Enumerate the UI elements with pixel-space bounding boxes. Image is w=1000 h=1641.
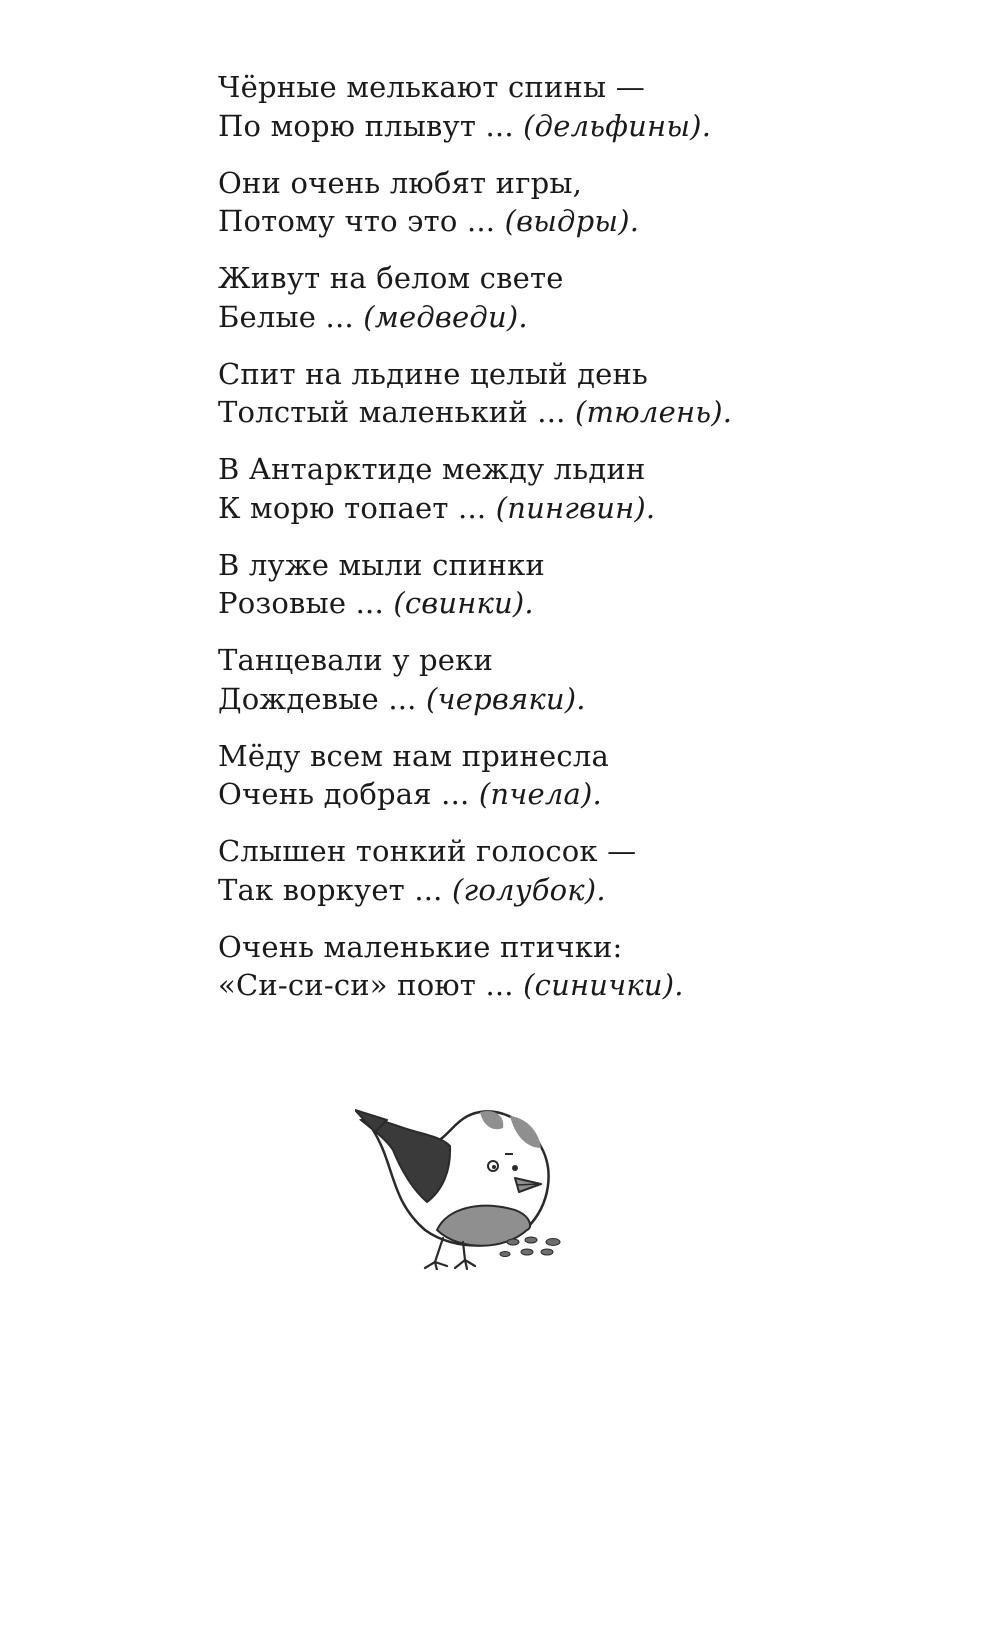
riddle-answer: (голубок). [452,872,606,907]
riddle-line: Спит на льдине целый день [218,356,649,391]
riddle-line [218,584,938,623]
riddle-item [218,450,938,527]
riddle-line [218,966,938,1005]
riddle-line: Мёду всем нам принесла [218,738,609,773]
riddle-line-prefix: Так воркует ... [218,872,453,907]
riddle-line: Очень маленькие птички: [218,929,623,964]
riddle-line: В Антарктиде между льдин [218,452,646,486]
riddle-item [218,546,938,623]
riddle-line [218,202,938,241]
riddle-item [218,737,938,814]
riddle-answer: (свинки). [393,586,534,620]
riddle-item [218,259,938,336]
riddle-item [218,355,938,432]
riddle-item [218,641,938,718]
bird-pecking-seeds-icon [355,1090,590,1270]
riddle-item [218,928,938,1005]
riddle-line-prefix: К морю топает ... [218,490,496,525]
riddle-answer: (пчела). [478,777,602,811]
riddle-line: Они очень любят игры, [218,165,583,200]
riddle-line-prefix: Потому что это ... [218,204,505,238]
riddle-line [218,298,938,337]
riddle-answer: (выдры). [504,204,640,238]
riddle-line: Слышен тонкий голосок — [218,834,637,868]
riddle-item [218,164,938,241]
riddle-answer: (тюлень). [574,395,733,429]
riddle-line [218,489,938,528]
riddle-line: В луже мыли спинки [218,547,545,582]
riddle-line [218,393,938,432]
riddle-answer: (медведи). [363,299,528,334]
riddle-line-prefix: Толстый маленький ... [218,395,575,429]
riddle-answer: (дельфины). [523,108,712,143]
riddle-line-prefix: По морю плывут ... [218,108,524,143]
riddle-line [218,107,938,146]
riddle-answer: (синички). [523,968,684,1002]
riddle-line-prefix: Белые ... [218,299,364,334]
seeds [500,1237,560,1257]
riddle-line [218,680,938,719]
riddle-line: Живут на белом свете [218,261,564,295]
riddle-list [218,68,938,1023]
riddle-line: Чёрные мелькают спины — [218,70,645,104]
riddle-answer: (пингвин). [495,490,656,525]
riddle-item [218,832,938,909]
riddle-line-prefix: Розовые ... [218,586,394,620]
riddle-line-prefix: Очень добрая ... [218,777,479,811]
riddle-line-prefix: «Си-си-си» поют ... [218,968,524,1002]
riddle-line-prefix: Дождевые ... [218,681,426,716]
riddle-answer: (червяки). [426,681,586,716]
riddle-line: Танцевали у реки [218,643,494,677]
riddle-line [218,871,938,910]
riddle-line [218,775,938,814]
riddle-item [218,68,938,145]
